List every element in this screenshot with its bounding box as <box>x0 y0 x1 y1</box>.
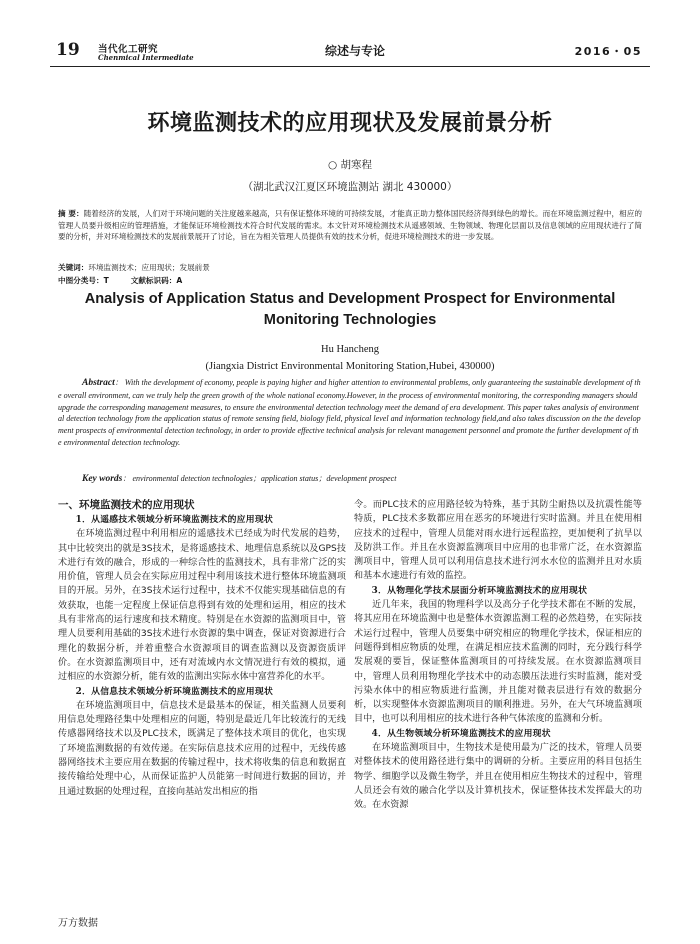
affiliation-cn: （湖北武汉江夏区环境监测站 湖北 430000） <box>242 181 458 193</box>
journal-title-en: Chenmical Intermediate <box>98 53 194 62</box>
body-paragraph: 在环境监测过程中利用相应的遥感技术已经成为时代发展的趋势，其中比较突出的就是3S技术，是将遥感技术、地理信息系统以及GPS技术进行有效的融合，形成的一种综合性的监测技术，具有非常广泛的实用价值，管理人员会在实际应用过程中利用该技术进行整体环境监测项目的开展。另外，在3S技术运行过程中，技术不仅能实现基础信息的有效获取，也能一定程度上保证信息得到有效的处理和运用，相应的技术具有非常高的运行速度和技术精度。特别是在水资源的监测项目中，管理人员要利用基础的3S技术进行水资源的集中调查，保证对资源进行合理化的数据分析，并着重整合水资源项目的调查监测以及资源资质评价。在水资源监测项目中，还有对流域内水文情况进行有效的模拟，通过相应的水资源分析，能有效的监测出实际水体中富营养化的水平。 <box>58 529 346 683</box>
author-en: Hu Hancheng <box>320 344 380 355</box>
author-cn: ○ 胡寒程 <box>328 159 372 171</box>
body-paragraph-continued: 令。而PLC技术的应用路径较为特殊，基于其防尘耐热以及抗震性能等特质，PLC技术多数都应用在恶劣的环境进行实时监测。并且在使用相应技术的过程中，管理人员能对雨水进行远程监控，更加便利了抗旱以及防洪工作。并且在水资源监测项目中应用的也非常广泛，在水资源监测项目中，管理人员可以利用信息技术进行河水水位的监测并且对水质和基本水速进行有效的监控。 <box>354 500 642 582</box>
body-column-right <box>354 498 642 813</box>
running-header <box>50 38 650 67</box>
body-column-left <box>58 498 346 799</box>
page-number: 19 <box>56 40 80 60</box>
abstract-cn-text: 随着经济的发展，人们对于环境问题的关注度越来越高，只有保证整体环境的可持续发展，才能真正助力整体国民经济得到绿色的增长。而在环境监测过程中，相应的管理人员要升级相应的管理措施，才能保证环境检测技术符合时代发展的需求。本文针对环境检测技术从遥感领域、生物领域、物理化层面以及信息领域的应用现状进行了简要的分析，并对环境检测技术的发展前景展开了讨论，旨在为相关管理人员提供有效的技术分析，促进环境检测技术的进一步发展。 <box>58 209 642 242</box>
keywords-cn <box>58 262 642 273</box>
abstract-en-text: With the development of economy, people is paying higher and higher attention to environmental problems, only guaranteeing the sustainable development of the overall environment, can we truly help the green growth of the whole national economy.However, in the process of environmental monitoring, the corresponding managers should upgrade the corresponding management measures, to ensure the environmental detection technology meet the demand of era development. This paper takes analysis of environmental detection technology from the application status of remote sensing field, biology field, physical level and information technology field,and also takes discussion on the the development prospects of environmental detection technology, in order to provide effective technical analysis for relevant management personnel and promote the further development of the environmental detection technology. <box>58 378 641 447</box>
keywords-en-label: Key words <box>82 474 123 484</box>
abstract-en-label: Abstract <box>82 378 115 388</box>
subsection-heading: 1．从遥感技术领域分析环境监测技术的应用现状 <box>75 515 274 525</box>
issue-date: 2016・05 <box>574 45 642 58</box>
body-paragraph: 在环境监测项目中，生物技术是使用最为广泛的技术，管理人员要对整体技术的使用路径进行集中的调研的分析。主要应用的科目包括生物学、细胞学以及微生物学，并且在使用相应生物技术的过程中，管理人员还会有效的融合化学以及计算机技术，保证整体技术发挥最大的功效。在水资源 <box>354 743 642 811</box>
section-name: 综述与专论 <box>325 44 386 58</box>
body-paragraph: 近几年来，我国的物理科学以及高分子化学技术都在不断的发展，将其应用在环境监测中也是整体水资源监测工程的必然趋势，在实际技术运行过程中，管理人员要集中研究相应的物理化学技术，保证相应的问题得到相应物质的处理，在满足相应技术监测的同时，充分践行科学发展观的要旨，保证整体监测项目的可持续发展。在水资源监测项目中，管理人员利用物理化学技术中的动态膜压法进行实时监测，能对受污染水体中的相应物质进行监测，并且能对微表层进行有效的数据分析，以实现整体水资源监测项目的顺利推进。另外，在大气环境监测项目中，也可以利用相应的技术进行各种气体浓度的监测和分析。 <box>354 600 642 725</box>
journal-title-cn: 当代化工研究 <box>98 44 159 55</box>
subsection-heading: 4．从生物领域分析环境监测技术的应用现状 <box>371 728 551 739</box>
doc-code-value: A <box>176 276 183 285</box>
subsection-heading: 3．从物理化学技术层面分析环境监测技术的应用现状 <box>371 585 588 596</box>
clc-label: 中图分类号： <box>58 276 104 285</box>
affiliation-en: (Jiangxia District Environmental Monitoring Station,Hubei, 430000) <box>205 361 495 372</box>
article-title-en: Analysis of Application Status and Development Prospect for Environmental Monitoring Technologies <box>84 291 616 328</box>
clc-value: T <box>103 276 109 285</box>
abstract-en: Abstract： With the development of economy, people is paying higher and higher attention to environmental problems, only guaranteeing the sustainable development of the overall environment, can we truly help the green growth of the whole national economy.However, in the process of environmental monitoring, the corresponding managers should upgrade the corresponding management measures, to ensure the environmental detection technology meet the demand of era development. This paper takes analysis of environmental detection technology from the application status of remote sensing field, biology field, physical level and information technology field,and also takes discussion on the the development prospects of environmental detection technology, in order to provide effective technical analysis for relevant management personnel and promote the further development of the environmental detection technology. <box>58 378 641 447</box>
section-heading: 一、环境监测技术的应用现状 <box>58 499 195 511</box>
keywords-en: Key words： environmental detection technologies；application status；development prospect <box>82 474 397 484</box>
classification-line <box>58 275 642 286</box>
subsection-heading: 2．从信息技术领域分析环境监测技术的应用现状 <box>75 686 274 697</box>
keywords-cn-text: 环境监测技术；应用现状；发展前景 <box>88 263 210 272</box>
keywords-en-text: environmental detection technologies；application status；development prospect <box>132 474 397 483</box>
abstract-cn-label: 摘 要： <box>58 209 84 218</box>
keywords-cn-label: 关键词： <box>58 263 89 272</box>
body-paragraph: 在环境监测项目中，信息技术是最基本的保证，相关监测人员要利用信息处理路径集中处理相应的问题，特别是最近几年比较流行的无线传感器网络技术以及PLC技术，既满足了整体技术项目的优化，也实现了环境监测数据的有效传递。在实际信息技术应用的过程中，无线传感器网络技术主要应用在数据的传输过程中，技术将收集的信息和数据直接传输给处理中心，从而保证监护人员能第一时间进行数据的回访，并且通过数据的处理过程，直接向基站发出相应的指 <box>58 700 346 797</box>
abstract-cn <box>58 208 642 243</box>
doc-code-label: 文献标识码： <box>130 276 177 285</box>
footer-source: 万方数据 <box>58 918 98 929</box>
article-title-cn: 环境监测技术的应用现状及发展前景分析 <box>147 111 553 136</box>
